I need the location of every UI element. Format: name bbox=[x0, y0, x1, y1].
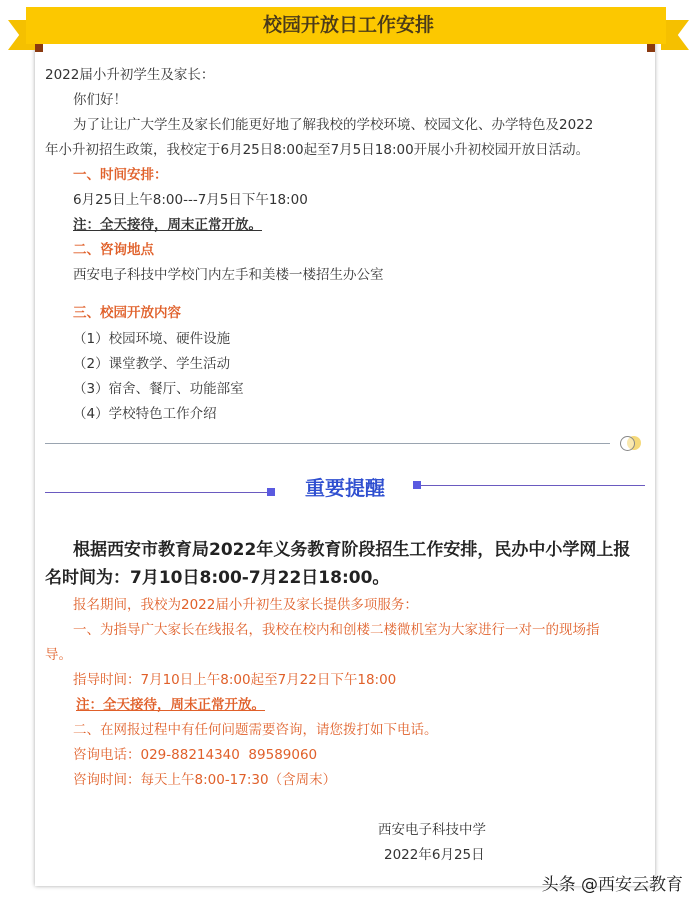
reminder-bold: 名时间为：7月10日8:00-7月22日18:00。 bbox=[45, 568, 390, 588]
section-heading: 一、时间安排： bbox=[73, 167, 168, 183]
reminder-line: 报名期间，我校为2022届小升初生及家长提供多项服务： bbox=[73, 597, 418, 613]
circle-ornament-icon bbox=[620, 436, 635, 451]
reminder-note: 注：全天接待，周末正常开放。 bbox=[76, 697, 265, 713]
intro-paragraph: 为了让让广大学生及家长们能更好地了解我校的学校环境、校园文化、办学特色及2022 bbox=[73, 117, 594, 133]
reminder-line: 导。 bbox=[45, 647, 72, 663]
section-heading: 三、校园开放内容 bbox=[73, 305, 181, 321]
square-ornament-icon bbox=[267, 488, 275, 496]
ribbon-fold bbox=[35, 44, 43, 52]
square-ornament-icon bbox=[413, 481, 421, 489]
hours-line: 咨询时间：每天上午8:00-17:30（含周末） bbox=[73, 772, 337, 788]
intro-paragraph: 年小升初招生政策，我校定于6月25日8:00起至7月5日18:00开展小升初校园开放日活动。 bbox=[45, 142, 590, 158]
list-item: （3）宿舍、餐厅、功能部室 bbox=[73, 381, 244, 397]
reminder-line: 指导时间：7月10日上午8:00起至7月22日下午18:00 bbox=[73, 672, 397, 688]
time-value: 6月25日上午8:00---7月5日下午18:00 bbox=[73, 192, 308, 208]
reminder-line: 一、为指导广大家长在线报名，我校在校内和创楼二楼微机室为大家进行一对一的现场指 bbox=[73, 622, 600, 638]
watermark: 头条 @西安云教育 bbox=[541, 875, 683, 895]
signature-date: 2022年6月25日 bbox=[384, 847, 485, 863]
section-heading: 二、咨询地点 bbox=[73, 242, 154, 258]
page-title: 校园开放日工作安排 bbox=[262, 14, 434, 36]
phone-line: 咨询电话：029-88214340 89589060 bbox=[73, 747, 318, 763]
greeting: 2022届小升初学生及家长： bbox=[45, 67, 215, 83]
divider-right bbox=[420, 485, 645, 486]
reminder-line: 二、在网报过程中有任何问题需要咨询，请您拨打如下电话。 bbox=[73, 722, 438, 738]
ribbon-fold bbox=[647, 44, 655, 52]
reminder-heading: 重要提醒 bbox=[305, 476, 385, 500]
list-item: （2）课堂教学、学生活动 bbox=[73, 356, 231, 372]
divider-left bbox=[45, 492, 267, 493]
signature-school: 西安电子科技中学 bbox=[378, 822, 486, 838]
time-note: 注：全天接待，周末正常开放。 bbox=[73, 217, 262, 233]
reminder-bold: 根据西安市教育局2022年义务教育阶段招生工作安排，民办中小学网上报 bbox=[73, 540, 631, 560]
place-value: 西安电子科技中学校门内左手和美楼一楼招生办公室 bbox=[73, 267, 384, 283]
divider bbox=[45, 443, 610, 444]
hello: 你们好！ bbox=[73, 92, 127, 108]
list-item: （1）校园环境、硬件设施 bbox=[73, 331, 231, 347]
list-item: （4）学校特色工作介绍 bbox=[73, 406, 217, 422]
